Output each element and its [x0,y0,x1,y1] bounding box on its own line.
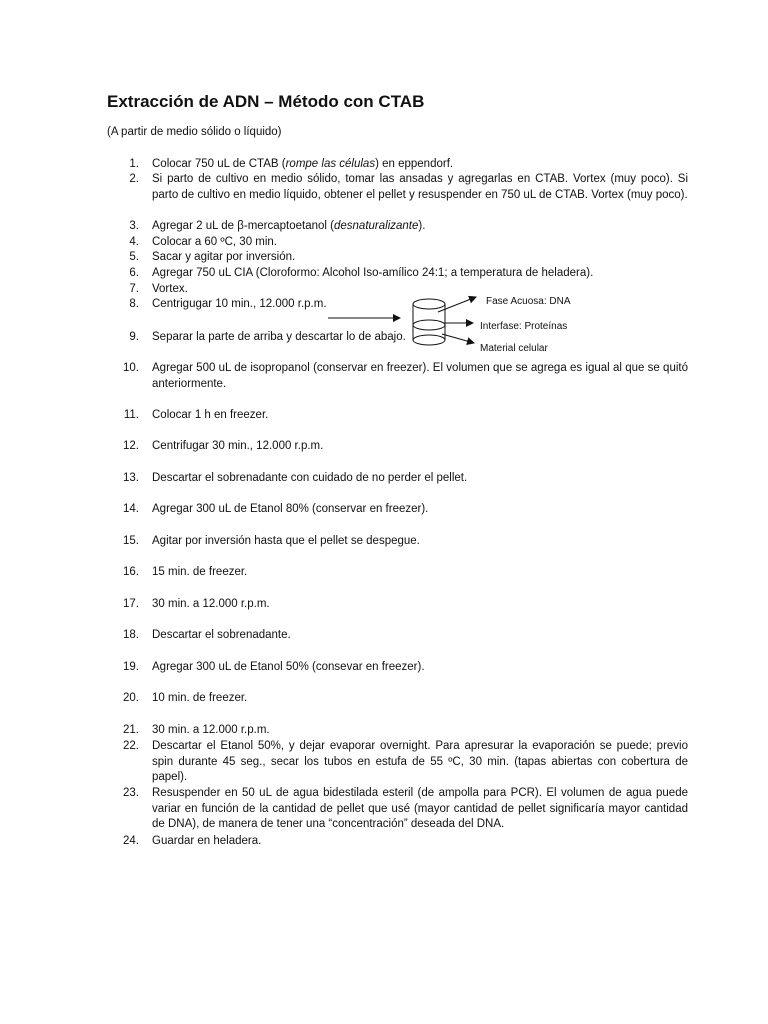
step-text [152,408,688,424]
step-text-main: 30 min. a 12.000 r.p.m. [152,598,270,610]
step-text [152,361,688,392]
step-number: 20. [123,692,139,704]
step-text-main: Agregar 300 uL de Etanol 80% (conservar en freezer). [152,503,429,515]
label-fase-acuosa: Fase Acuosa: DNA [486,296,571,307]
step-text-main: 10 min. de freezer. [152,692,248,704]
step-text-main: Vortex. [152,283,188,295]
step-number: 1. [129,158,139,170]
step-number: 16. [123,566,139,578]
step-text-main: Agregar 300 uL de Etanol 50% (consevar en freezer). [152,661,425,673]
step-number: 21. [123,724,139,736]
step-text-main: Si parto de cultivo en medio sólido, tomar las ansadas y agregarlas en CTAB. Vortex (muy poco). Si parto de cultivo en medio líquido, obtener el pellet y resuspender en 750 uL de CTAB. Vortex (muy poco). [152,173,688,201]
tube-top [413,299,445,309]
step-number: 23. [123,787,139,799]
step-text [152,597,688,613]
step-number: 7. [129,283,139,295]
step-text-tail: ) en eppendorf. [375,158,454,170]
step-text [152,172,688,203]
step-number: 12. [123,440,139,452]
step-text [152,834,688,850]
step-text-main: Agregar 750 uL CIA (Cloroformo: Alcohol Iso-amílico 24:1; a temperatura de heladera). [152,267,594,279]
step-text-main: Sacar y agitar por inversión. [152,251,296,263]
step-text-emphasis: rompe las células [285,158,376,170]
subtitle: (A partir de medio sólido o líquido) [107,126,282,138]
step-text-main: Colocar 1 h en freezer. [152,409,269,421]
page-title: Extracción de ADN – Método con CTAB [107,92,425,111]
step-text-main: Centrifugar 30 min., 12.000 r.p.m. [152,440,324,452]
step-text [152,723,688,739]
step-text-main: Agitar por inversión hasta que el pellet se despegue. [152,535,420,547]
step-text [152,471,688,487]
tube-bottom [413,335,445,345]
step-text [152,534,688,550]
step-number: 4. [129,236,139,248]
step-text-main: Centrigugar 10 min., 12.000 r.p.m. [152,298,327,310]
step-number: 13. [123,472,139,484]
step-number: 3. [129,220,139,232]
step-text [152,739,688,786]
step-text [152,786,688,833]
step-text-main: Agregar 2 uL de β-mercaptoetanol ( [152,220,334,232]
step-number: 14. [123,503,139,515]
step-number: 9. [129,331,139,343]
tube-interface [413,320,445,330]
step-number: 22. [123,740,139,752]
step-text [152,628,688,644]
step-text [152,250,688,266]
step-number: 17. [123,598,139,610]
step-text [152,266,688,282]
label-material-celular: Material celular [480,343,548,354]
step-text [152,502,688,518]
step-text [152,235,688,251]
step-text-main: Resuspender en 50 uL de agua bidestilada esteril (de ampolla para PCR). El volumen de agua puede variar en función de la cantidad de pellet que usé (mayor cantidad de pellet significaría mayor cantidad de DNA), de manera de tener una “concentración” deseada del DNA. [152,787,688,831]
step-text [152,565,688,581]
step-text-main: Colocar 750 uL de CTAB ( [152,158,286,170]
step-number: 24. [123,835,139,847]
step-text-main: 15 min. de freezer. [152,566,248,578]
step-number: 10. [123,362,139,374]
step-text [152,691,688,707]
step-text-main: Agregar 500 uL de isopropanol (conservar en freezer). El volumen que se agrega es igual al que se quitó anteriormente. [152,362,688,390]
step-text-emphasis: desnaturalizante [333,220,419,232]
step-text-main: Guardar en heladera. [152,835,262,847]
step-text-main: 30 min. a 12.000 r.p.m. [152,724,270,736]
step-number: 5. [129,251,139,263]
step-text-tail: ). [418,220,426,232]
step-text [152,660,688,676]
step-number: 6. [129,267,139,279]
step-text-main: Descartar el sobrenadante con cuidado de no perder el pellet. [152,472,468,484]
tube-diagram-svg [320,290,620,365]
step-text-main: Descartar el sobrenadante. [152,629,291,641]
step-number: 11. [123,409,139,421]
step-number: 2. [129,173,139,185]
label-interfase: Interfase: Proteínas [480,321,568,332]
step-number: 15. [123,535,139,547]
step-text-main: Colocar a 60 ºC, 30 min. [152,236,278,248]
step-number: 8. [129,298,139,310]
step-text [152,219,688,235]
step-text-main: Separar la parte de arriba y descartar lo de abajo. [152,331,406,343]
step-text [152,439,688,455]
step-number: 18. [123,629,139,641]
step-text [152,157,688,173]
step-text-main: Descartar el Etanol 50%, y dejar evaporar overnight. Para apresurar la evaporación se puede; previo spin durante 45 seg., secar los tubos en estufa de 55 ºC, 30 min. (tapas abiertas con cobertura de papel). [152,740,688,784]
step-number: 19. [123,661,139,673]
tube-diagram [320,290,620,365]
